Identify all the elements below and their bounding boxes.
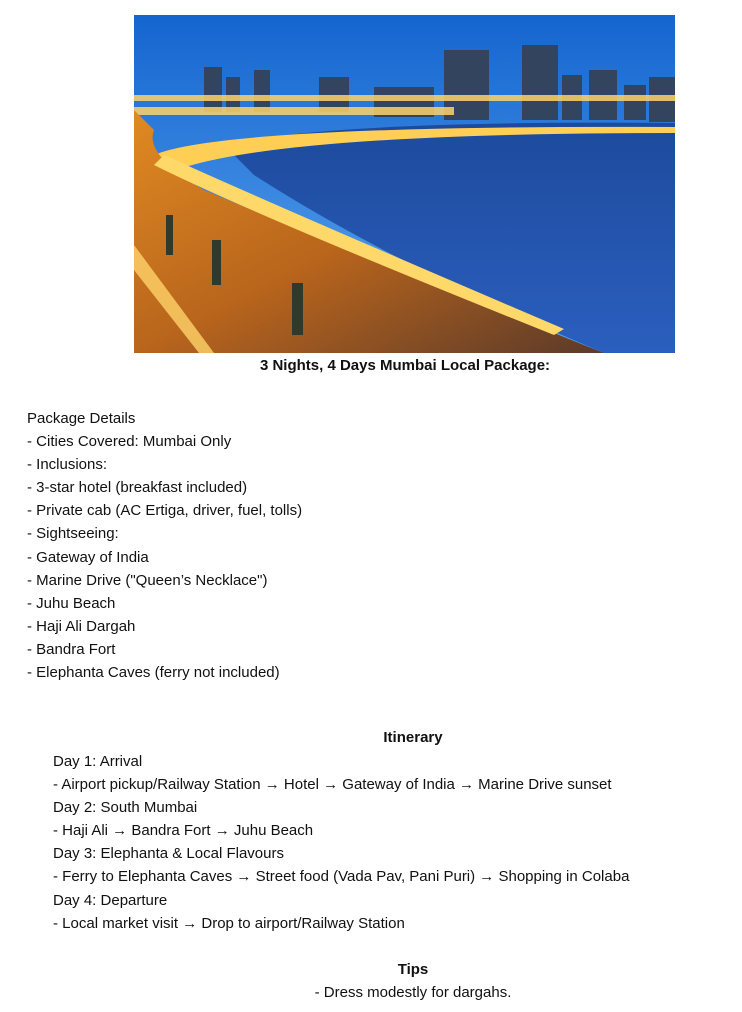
itinerary-heading: Itinerary [383, 729, 443, 746]
package-details [27, 407, 302, 684]
itinerary-line: - Haji Ali → Bandra Fort → Juhu Beach [53, 822, 314, 840]
details-line: - Inclusions: [27, 456, 108, 474]
details-line: - Bandra Fort [27, 640, 116, 658]
itinerary-line: Day 1: Arrival [53, 753, 143, 770]
details-line: - Cities Covered: Mumbai Only [27, 433, 232, 451]
itinerary-line: - Airport pickup/Railway Station → Hotel → Gateway of India → Marine Drive sunset [53, 776, 612, 794]
details-line: - Gateway of India [27, 548, 149, 566]
details-heading: Package Details [27, 410, 136, 427]
itinerary-line: - Local market visit → Drop to airport/Railway Station [53, 914, 405, 932]
details-line: - Marine Drive ("Queen’s Necklace") [27, 571, 268, 589]
tips-heading: Tips [397, 961, 429, 978]
tip-line: - Dress modestly for dargahs. [314, 984, 512, 1001]
itinerary-line: Day 3: Elephanta & Local Flavours [53, 845, 284, 863]
details-line: - Juhu Beach [27, 594, 116, 612]
marine-drive-photo [134, 15, 675, 353]
itinerary-line: Day 2: South Mumbai [53, 799, 198, 817]
details-line: - Private cab (AC Ertiga, driver, fuel, tolls) [27, 502, 303, 520]
itinerary-list [53, 750, 629, 935]
package-title: 3 Nights, 4 Days Mumbai Local Package: [259, 357, 551, 374]
details-line: - Elephanta Caves (ferry not included) [27, 664, 280, 682]
itinerary-line: - Ferry to Elephanta Caves → Street food (Vada Pav, Pani Puri) → Shopping in Colaba [53, 868, 630, 886]
details-line: - 3-star hotel (breakfast included) [27, 479, 248, 497]
itinerary-line: Day 4: Departure [53, 891, 168, 909]
details-line: - Sightseeing: [27, 525, 119, 543]
details-line: - Haji Ali Dargah [27, 617, 136, 635]
